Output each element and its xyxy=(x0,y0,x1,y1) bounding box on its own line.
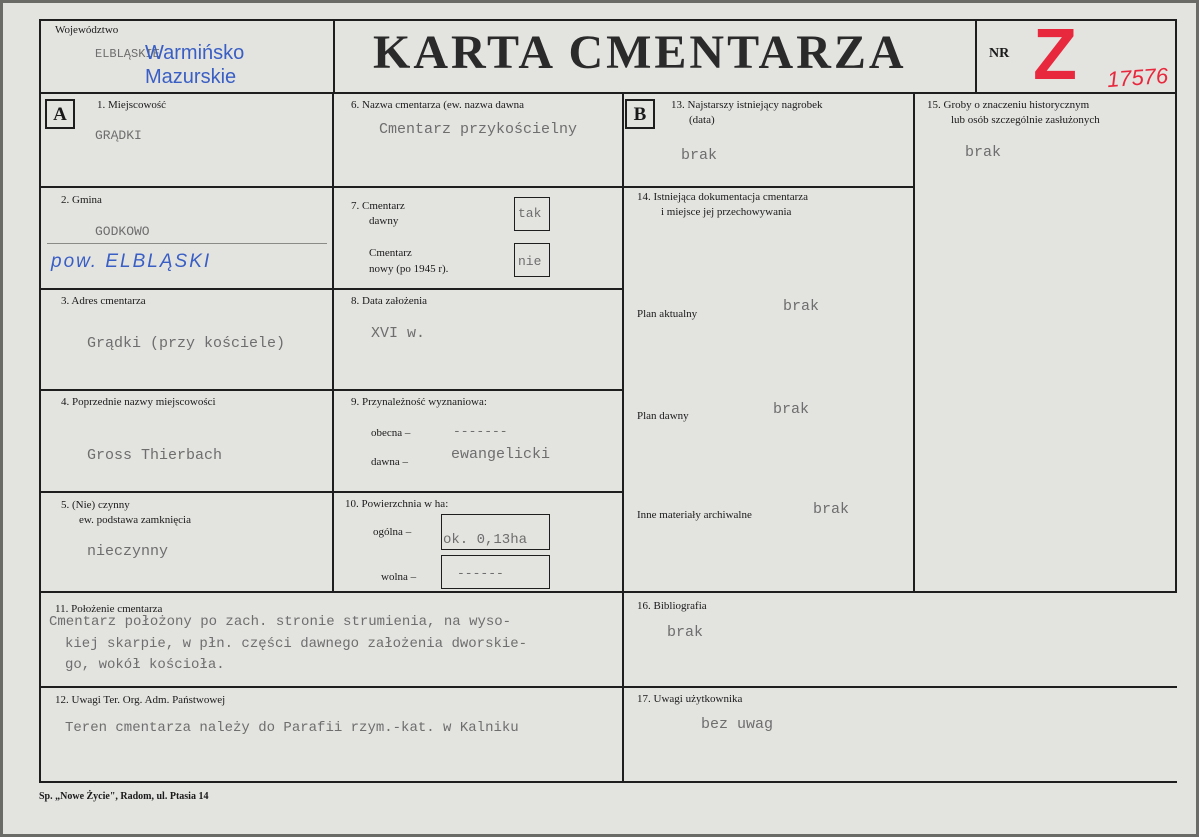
wojewodztwo-value: ELBLĄSKIE xyxy=(95,47,160,61)
row-line-a2 xyxy=(39,288,623,290)
nr-label: NR xyxy=(989,46,1010,61)
f1-label: 1. Miejscowość xyxy=(97,99,167,111)
f9-obecna-value: ------- xyxy=(453,424,508,439)
section-b-letter: B xyxy=(625,99,655,129)
f2-label: 2. Gmina xyxy=(61,194,102,206)
printer-imprint: Sp. „Nowe Życie", Radom, ul. Ptasia 14 xyxy=(39,791,209,802)
f8-value: XVI w. xyxy=(371,325,426,342)
row-line-bottom xyxy=(39,686,1177,688)
f11-label: 11. Położenie cmentarza xyxy=(55,603,163,615)
header-divider-1 xyxy=(333,19,335,93)
f11-line-3: go, wokół kościoła. xyxy=(65,657,225,673)
plan-dawny-label: Plan dawny xyxy=(637,410,689,422)
f14-label-1: 14. Istniejąca dokumentacja cmentarza xyxy=(637,191,809,203)
f1-value: GRĄDKI xyxy=(95,128,142,143)
inne-label: Inne materiały archiwalne xyxy=(637,509,752,521)
f12-label: 12. Uwagi Ter. Org. Adm. Państwowej xyxy=(55,694,226,706)
f9-dawna-label: dawna – xyxy=(371,456,408,468)
f7-label-1: 7. Cmentarz xyxy=(351,200,405,212)
f11-line-2: kiej skarpie, w płn. części dawnego założenia dworskie- xyxy=(65,636,528,652)
f6-value: Cmentarz przykościelny xyxy=(379,121,578,138)
f7-label-2: dawny xyxy=(369,215,399,227)
voivodeship-stamp xyxy=(145,41,244,89)
f7-dawny-value: tak xyxy=(518,206,542,221)
frame-bottom xyxy=(39,781,1177,783)
f10-ogolna-value: ok. 0,13ha xyxy=(443,532,528,548)
f17-label: 17. Uwagi użytkownika xyxy=(637,693,743,705)
f2-handwritten: pow. ELBLĄSKI xyxy=(51,251,212,272)
f15-label-2: lub osób szczególnie zasłużonych xyxy=(951,114,1100,126)
plan-dawny-value: brak xyxy=(773,401,810,418)
col-divider-a xyxy=(332,92,334,592)
f10-ogolna-label: ogólna – xyxy=(373,526,412,538)
f9-dawna-value: ewangelicki xyxy=(451,446,551,463)
row-line-main xyxy=(39,591,1177,593)
f2-value: GODKOWO xyxy=(95,224,150,239)
f7-nowy-value: nie xyxy=(518,254,542,269)
f10-wolna-label: wolna – xyxy=(381,571,417,583)
f15-label-1: 15. Groby o znaczeniu historycznym xyxy=(927,99,1090,111)
frame-top xyxy=(39,19,1177,21)
col-divider-mid xyxy=(622,92,624,781)
nr-marker-letter: Z xyxy=(1033,15,1077,95)
header-divider-2 xyxy=(975,19,977,93)
f10-wolna-value: ------ xyxy=(457,566,504,581)
f7-label-4: nowy (po 1945 r). xyxy=(369,263,449,275)
f4-label: 4. Poprzednie nazwy miejscowości xyxy=(61,396,216,408)
col-divider-b xyxy=(913,92,915,592)
f8-label: 8. Data założenia xyxy=(351,295,428,307)
frame-right xyxy=(1175,19,1177,593)
plan-aktualny-label: Plan aktualny xyxy=(637,308,698,320)
f5-label-1: 5. (Nie) czynny xyxy=(61,499,130,511)
f9-obecna-label: obecna – xyxy=(371,427,411,439)
f11-line-1: Cmentarz położony po zach. stronie strumienia, na wyso- xyxy=(49,614,512,630)
section-a-letter: A xyxy=(45,99,75,129)
gmina-underline xyxy=(47,243,327,244)
f3-value: Grądki (przy kościele) xyxy=(87,335,286,352)
f10-label: 10. Powierzchnia w ha: xyxy=(345,498,449,510)
f14-label-2: i miejsce jej przechowywania xyxy=(661,206,792,218)
f16-label: 16. Bibliografia xyxy=(637,600,707,612)
card-title: KARTA CMENTARZA xyxy=(373,26,907,79)
f5-value: nieczynny xyxy=(87,543,169,560)
stamp-line-2: Mazurskie xyxy=(145,66,237,88)
f7-label-3: Cmentarz xyxy=(369,247,412,259)
inne-value: brak xyxy=(813,501,850,518)
f9-label: 9. Przynależność wyznaniowa: xyxy=(351,396,487,408)
f13-label-2: (data) xyxy=(689,114,715,126)
f13-label-1: 13. Najstarszy istniejący nagrobek xyxy=(671,99,823,111)
f6-label: 6. Nazwa cmentarza (ew. nazwa dawna xyxy=(351,99,525,111)
row-line-a1 xyxy=(39,186,914,188)
plan-aktualny-value: brak xyxy=(783,298,820,315)
f5-label-2: ew. podstawa zamknięcia xyxy=(79,514,191,526)
row-line-a3 xyxy=(39,389,623,391)
frame-left xyxy=(39,19,41,781)
f4-value: Gross Thierbach xyxy=(87,447,223,464)
f12-value: Teren cmentarza należy do Parafii rzym.-kat. w Kalniku xyxy=(65,720,519,736)
f13-value: brak xyxy=(681,147,718,164)
f15-value: brak xyxy=(965,144,1002,161)
nr-number: 17576 xyxy=(1106,62,1169,93)
row-line-a4 xyxy=(39,491,623,493)
stamp-line-1: Warmińsko xyxy=(145,42,245,64)
header-bottom xyxy=(39,92,1177,94)
f3-label: 3. Adres cmentarza xyxy=(61,295,146,307)
f16-value: brak xyxy=(667,624,704,641)
f17-value: bez uwag xyxy=(701,716,774,733)
wojewodztwo-label: Województwo xyxy=(55,24,119,36)
